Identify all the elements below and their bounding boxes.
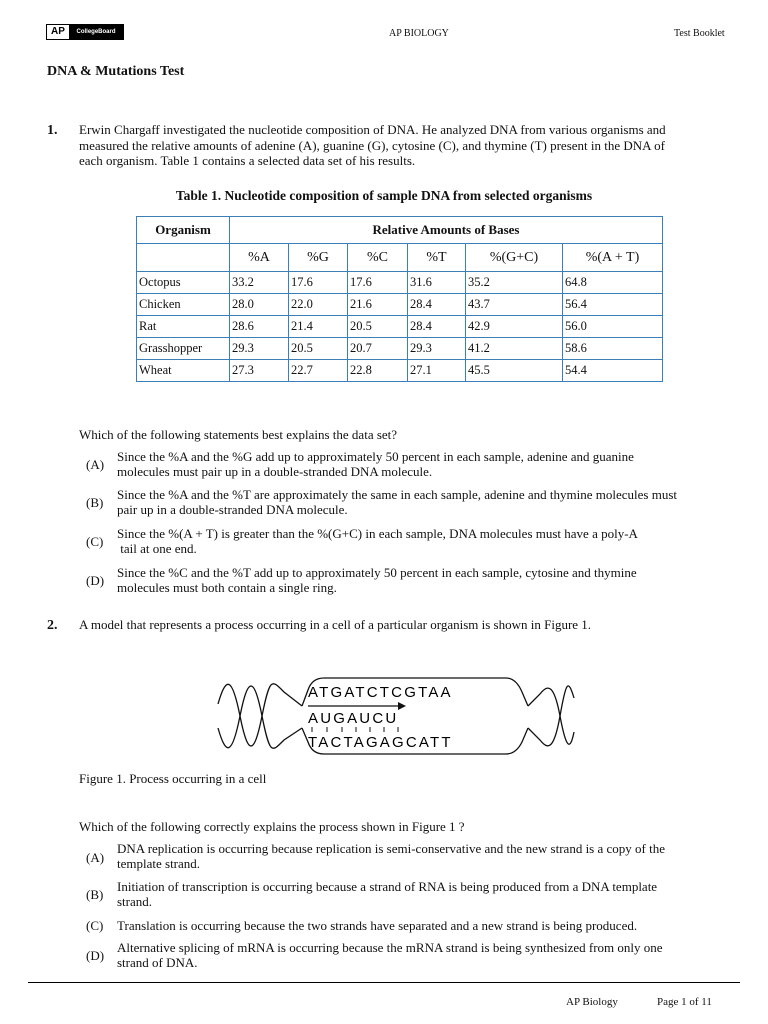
- value-cell: 21.4: [289, 316, 348, 338]
- value-cell: 28.0: [230, 294, 289, 316]
- col-header: %(A + T): [563, 244, 663, 272]
- q1-option-c-letter[interactable]: (C): [86, 534, 104, 549]
- value-cell: 54.4: [563, 360, 663, 382]
- value-cell: 41.2: [466, 338, 563, 360]
- value-cell: 45.5: [466, 360, 563, 382]
- question-1-number: 1.: [47, 123, 58, 138]
- q2-option-a-text[interactable]: [117, 841, 747, 871]
- table-row: [137, 294, 663, 316]
- value-cell: 28.6: [230, 316, 289, 338]
- option-line: DNA replication is occurring because replication is semi-conservative and the new strand is a copy of the: [117, 841, 665, 856]
- value-cell: 56.0: [563, 316, 663, 338]
- q1-stem-line: measured the relative amounts of adenine (A), guanine (G), cytosine (C), and thymine (T) present in the DNA of: [79, 137, 665, 153]
- header-subject: AP BIOLOGY: [389, 28, 449, 39]
- column-header-row: [137, 244, 663, 272]
- dna-bottom-strand: TACTAGAGCATT: [308, 734, 453, 751]
- value-cell: 28.4: [408, 294, 466, 316]
- left-helix-strand-b: [218, 686, 302, 748]
- option-line: Since the %(A + T) is greater than the %(G+C) in each sample, DNA molecules must have a poly-A: [117, 526, 638, 541]
- value-cell: 22.8: [348, 360, 408, 382]
- table-row: [137, 272, 663, 294]
- option-line: strand of DNA.: [117, 955, 198, 970]
- option-line: Since the %A and the %G add up to approximately 50 percent in each sample, adenine and guanine: [117, 449, 634, 464]
- question-1-prompt: Which of the following statements best explains the data set?: [79, 427, 398, 442]
- col-header: %C: [348, 244, 408, 272]
- header-organism: Organism: [137, 217, 230, 244]
- option-line: Initiation of transcription is occurring because a strand of RNA is being produced from a DNA template: [117, 879, 658, 894]
- q1-option-d-letter[interactable]: (D): [86, 573, 105, 588]
- question-1-stem: [79, 122, 749, 169]
- table-row: [137, 338, 663, 360]
- table-row: [137, 316, 663, 338]
- nucleotide-table: [136, 216, 663, 382]
- option-line: Since the %A and the %T are approximately the same in each sample, adenine and thymine molecules must: [117, 487, 678, 502]
- option-line: molecules must both contain a single ring.: [117, 580, 337, 595]
- q1-stem-line: each organism. Table 1 contains a selected data set of his results.: [79, 153, 416, 168]
- col-header: %T: [408, 244, 466, 272]
- option-line: tail at one end.: [117, 541, 197, 556]
- value-cell: 22.7: [289, 360, 348, 382]
- value-cell: 17.6: [348, 272, 408, 294]
- ap-logo: [46, 24, 124, 40]
- q1-option-c-text[interactable]: [117, 526, 747, 556]
- page-title: DNA & Mutations Test: [47, 64, 185, 79]
- value-cell: 20.5: [348, 316, 408, 338]
- value-cell: 27.3: [230, 360, 289, 382]
- value-cell: 22.0: [289, 294, 348, 316]
- base-pair-ticks: [312, 727, 398, 732]
- option-line: template strand.: [117, 856, 201, 871]
- organism-cell: Octopus: [137, 272, 230, 294]
- q2-option-b-letter[interactable]: (B): [86, 887, 104, 902]
- table-caption: Table 1. Nucleotide composition of sample DNA from selected organisms: [175, 188, 593, 203]
- col-header: %(G+C): [466, 244, 563, 272]
- logo-ap-text: AP: [47, 25, 69, 39]
- value-cell: 35.2: [466, 272, 563, 294]
- question-2-prompt: Which of the following correctly explains the process shown in Figure 1 ?: [79, 819, 465, 834]
- figure-1-caption: Figure 1. Process occurring in a cell: [79, 771, 267, 786]
- value-cell: 17.6: [289, 272, 348, 294]
- option-line: Alternative splicing of mRNA is occurring because the mRNA strand is being synthesized from only one: [117, 940, 663, 955]
- q2-option-c-letter[interactable]: (C): [86, 918, 104, 933]
- organism-cell: Chicken: [137, 294, 230, 316]
- option-line: Translation is occurring because the two strands have separated and a new strand is being produced.: [117, 918, 638, 933]
- q2-option-d-text[interactable]: [117, 940, 747, 970]
- header-booklet: Test Booklet: [674, 28, 725, 39]
- value-cell: 58.6: [563, 338, 663, 360]
- option-line: strand.: [117, 894, 153, 909]
- col-header: %G: [289, 244, 348, 272]
- q2-option-c-text[interactable]: [117, 918, 747, 933]
- q1-option-a-text[interactable]: [117, 449, 747, 479]
- value-cell: 28.4: [408, 316, 466, 338]
- q1-option-a-letter[interactable]: (A): [86, 457, 105, 472]
- q2-option-d-letter[interactable]: (D): [86, 948, 105, 963]
- value-cell: 33.2: [230, 272, 289, 294]
- right-helix-strand-b: [528, 686, 574, 746]
- question-2-number: 2.: [47, 618, 58, 633]
- value-cell: 29.3: [230, 338, 289, 360]
- value-cell: 20.7: [348, 338, 408, 360]
- organism-cell: Rat: [137, 316, 230, 338]
- q1-option-b-text[interactable]: [117, 487, 747, 517]
- logo-collegeboard-text: CollegeBoard: [69, 25, 123, 39]
- question-2-stem: A model that represents a process occurring in a cell of a particular organism is shown in Figure 1.: [79, 617, 592, 632]
- value-cell: 43.7: [466, 294, 563, 316]
- value-cell: 42.9: [466, 316, 563, 338]
- value-cell: 27.1: [408, 360, 466, 382]
- rna-strand: AUGAUCU: [308, 710, 399, 727]
- table-row: [137, 360, 663, 382]
- footer-divider: [28, 982, 740, 983]
- option-line: molecules must pair up in a double-stranded DNA molecule.: [117, 464, 433, 479]
- value-cell: 20.5: [289, 338, 348, 360]
- q1-stem-line: Erwin Chargaff investigated the nucleotide composition of DNA. He analyzed DNA from various organisms and: [79, 122, 666, 137]
- figure-1-transcription-diagram: [210, 672, 580, 760]
- organism-cell: Wheat: [137, 360, 230, 382]
- q2-option-b-text[interactable]: [117, 879, 747, 909]
- q1-option-d-text[interactable]: [117, 565, 747, 595]
- col-header: %A: [230, 244, 289, 272]
- q1-option-b-letter[interactable]: (B): [86, 495, 104, 510]
- organism-cell: Grasshopper: [137, 338, 230, 360]
- value-cell: 31.6: [408, 272, 466, 294]
- option-line: pair up in a double-stranded DNA molecule.: [117, 502, 348, 517]
- blank-cell: [137, 244, 230, 272]
- q2-option-a-letter[interactable]: (A): [86, 850, 105, 865]
- rna-direction-arrowhead: [398, 702, 406, 710]
- value-cell: 56.4: [563, 294, 663, 316]
- footer-subject: AP Biology: [566, 996, 618, 1008]
- value-cell: 21.6: [348, 294, 408, 316]
- header-relative-amounts: Relative Amounts of Bases: [230, 217, 663, 244]
- dna-top-strand: ATGATCTCGTAA: [308, 684, 453, 701]
- option-line: Since the %C and the %T add up to approximately 50 percent in each sample, cytosine and thymine: [117, 565, 637, 580]
- footer-page-number: Page 1 of 11: [657, 996, 712, 1008]
- value-cell: 64.8: [563, 272, 663, 294]
- value-cell: 29.3: [408, 338, 466, 360]
